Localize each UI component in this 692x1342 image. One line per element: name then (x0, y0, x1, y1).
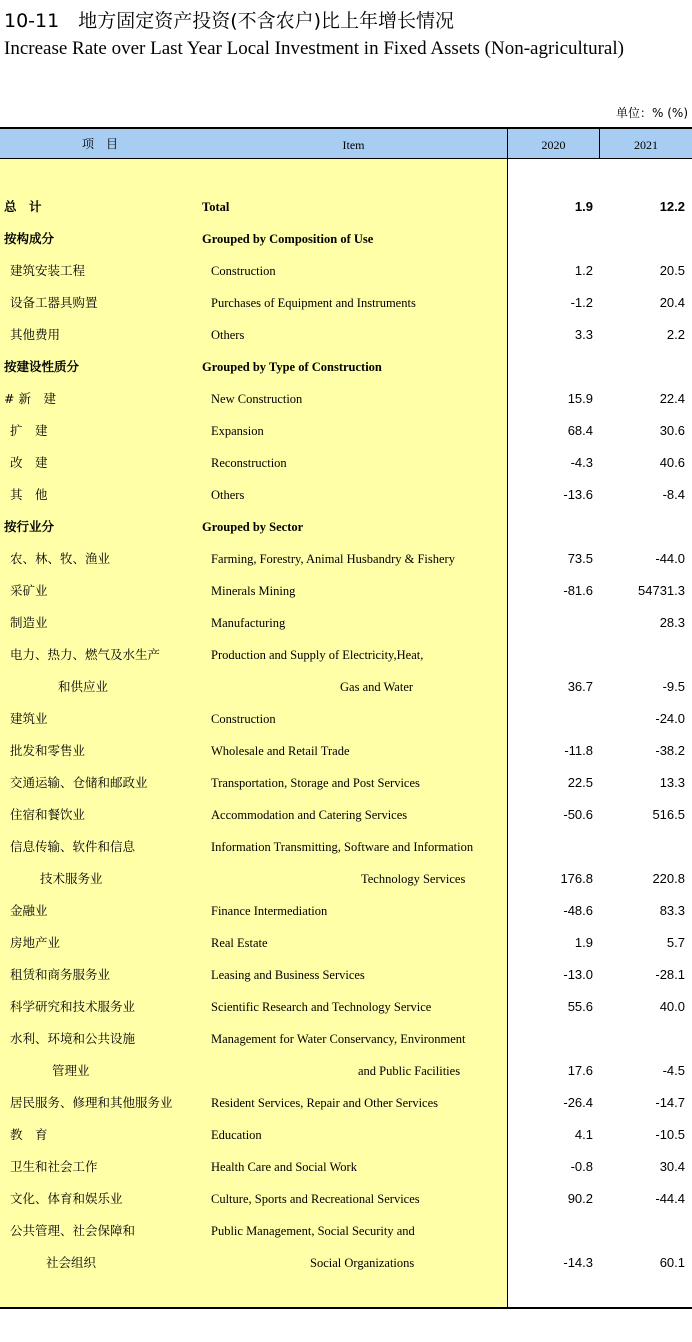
row-label-cn: 管理业 (52, 1063, 90, 1078)
table-row (0, 1215, 692, 1247)
value-2020: 15.9 (567, 391, 593, 406)
row-label-cn: 金融业 (10, 903, 48, 918)
value-2020: 55.6 (567, 999, 593, 1014)
row-label-en: Information Transmitting, Software and Information (211, 840, 474, 854)
row-label-en: Gas and Water (340, 680, 414, 694)
value-2021: 13.3 (659, 775, 685, 790)
value-2021: -28.1 (655, 967, 685, 982)
row-label-en: Production and Supply of Electricity,Heat, (211, 648, 424, 662)
row-label-cn: 科学研究和技术服务业 (10, 999, 136, 1014)
row-label-en: Accommodation and Catering Services (211, 808, 408, 822)
value-2020: 22.5 (567, 775, 593, 790)
row-label-cn: 公共管理、社会保障和 (10, 1223, 136, 1238)
row-label-cn: 按建设性质分 (4, 359, 80, 374)
header-item-en: Item (342, 138, 365, 152)
row-label-en: Technology Services (361, 872, 466, 886)
table-row (0, 1151, 692, 1183)
row-label-cn: 按行业分 (4, 519, 55, 534)
row-label-en: Social Organizations (310, 1256, 415, 1270)
value-2021: 2.2 (666, 327, 685, 342)
row-label-cn: 房地产业 (10, 935, 61, 950)
value-2021: -44.0 (655, 551, 685, 566)
row-label-cn: 住宿和餐饮业 (10, 807, 86, 822)
row-label-en: Public Management, Social Security and (211, 1224, 415, 1238)
row-label-cn: 农、林、牧、渔业 (10, 551, 111, 566)
row-label-en: Construction (211, 712, 276, 726)
value-2021: 60.1 (659, 1255, 685, 1270)
row-label-cn: 交通运输、仓储和邮政业 (10, 775, 148, 790)
value-2021: -38.2 (655, 743, 685, 758)
value-2021: -8.4 (662, 487, 685, 502)
value-2021: -9.5 (662, 679, 685, 694)
row-label-en: and Public Facilities (358, 1064, 461, 1078)
value-2020: 68.4 (567, 423, 593, 438)
table-row (0, 767, 692, 799)
value-2021: 516.5 (652, 807, 685, 822)
value-2020: 90.2 (567, 1191, 593, 1206)
row-label-cn: 制造业 (10, 615, 48, 630)
row-label-en: Transportation, Storage and Post Services (211, 776, 420, 790)
row-label-cn: # 新 建 (4, 391, 56, 406)
value-2021: -44.4 (655, 1191, 685, 1206)
row-label-en: Leasing and Business Services (211, 968, 365, 982)
value-2021: -10.5 (655, 1127, 685, 1142)
value-2020: 1.9 (574, 935, 593, 950)
table-row (0, 575, 692, 607)
row-label-en: Manufacturing (211, 616, 286, 630)
value-2020: 73.5 (567, 551, 593, 566)
table-row (0, 799, 692, 831)
value-2021: 30.6 (659, 423, 685, 438)
table-row (0, 895, 692, 927)
header-2021: 2021 (634, 138, 658, 152)
row-label-cn: 水利、环境和公共设施 (10, 1031, 136, 1046)
value-2020: -1.2 (570, 295, 593, 310)
header-2020: 2020 (541, 138, 566, 152)
row-label-cn: 社会组织 (46, 1255, 97, 1270)
table-row (0, 735, 692, 767)
table-row (0, 447, 692, 479)
data-table (0, 127, 692, 1309)
row-label-cn: 其 他 (10, 487, 48, 502)
value-2020: -26.4 (563, 1095, 593, 1110)
value-2021: -14.7 (655, 1095, 685, 1110)
value-2020: 4.1 (574, 1127, 593, 1142)
value-2021: 30.4 (659, 1159, 685, 1174)
value-2021: -24.0 (655, 711, 685, 726)
table-title-english: Increase Rate over Last Year Local Investment in Fixed Assets (Non-agricultural) (4, 38, 624, 59)
value-2020: -81.6 (563, 583, 593, 598)
value-2021: 22.4 (659, 391, 685, 406)
value-2021: 12.2 (659, 199, 685, 214)
table-row (0, 1183, 692, 1215)
value-2021: 220.8 (652, 871, 685, 886)
row-label-cn: 信息传输、软件和信息 (10, 839, 136, 854)
row-label-cn: 其他费用 (10, 327, 61, 342)
unit-label: 单位：% (%) (616, 106, 688, 120)
value-2021: 20.5 (659, 263, 685, 278)
table-row (0, 223, 692, 255)
row-label-cn: 批发和零售业 (10, 743, 86, 758)
row-label-cn: 教 育 (10, 1127, 48, 1142)
value-2020: -50.6 (563, 807, 593, 822)
row-label-en: Minerals Mining (211, 584, 296, 598)
row-label-en: Finance Intermediation (211, 904, 328, 918)
table-row (0, 1247, 692, 1279)
value-2020: 3.3 (574, 327, 593, 342)
row-label-cn: 采矿业 (10, 583, 48, 598)
value-2020: -13.6 (563, 487, 593, 502)
value-2020: -0.8 (570, 1159, 593, 1174)
table-row (0, 1087, 692, 1119)
table-row (0, 191, 692, 223)
row-label-en: Wholesale and Retail Trade (211, 744, 350, 758)
row-label-en: Purchases of Equipment and Instruments (211, 296, 416, 310)
row-label-cn: 卫生和社会工作 (10, 1159, 98, 1174)
value-2020: -48.6 (563, 903, 593, 918)
value-2020: 1.2 (574, 263, 593, 278)
table-row (0, 383, 692, 415)
table-row (0, 351, 692, 383)
row-label-en: Others (211, 488, 245, 502)
table-row (0, 991, 692, 1023)
table-row (0, 671, 692, 703)
table-row (0, 607, 692, 639)
table-row (0, 479, 692, 511)
value-2020: 17.6 (567, 1063, 593, 1078)
header-divider (599, 129, 600, 159)
row-label-en: Total (202, 200, 230, 214)
row-label-cn: 居民服务、修理和其他服务业 (10, 1095, 173, 1110)
value-2021: 54731.3 (638, 583, 685, 598)
row-label-en: Reconstruction (211, 456, 287, 470)
row-label-en: Culture, Sports and Recreational Services (211, 1192, 420, 1206)
value-2020: 1.9 (574, 199, 593, 214)
row-label-en: Others (211, 328, 245, 342)
table-row (0, 319, 692, 351)
table-row (0, 1055, 692, 1087)
table-row (0, 287, 692, 319)
row-label-en: Farming, Forestry, Animal Husbandry & Fishery (211, 552, 455, 566)
value-2020: -14.3 (563, 1255, 593, 1270)
row-label-cn: 和供应业 (58, 679, 109, 694)
row-label-cn: 总 计 (4, 199, 42, 214)
table-row (0, 959, 692, 991)
header-item-cn: 项 目 (81, 137, 118, 151)
table-header (0, 129, 692, 159)
value-2021: 40.0 (659, 999, 685, 1014)
row-label-cn: 按构成分 (4, 231, 55, 246)
row-label-cn: 技术服务业 (40, 871, 103, 886)
value-2021: 40.6 (659, 455, 685, 470)
value-2020: -11.8 (564, 743, 593, 758)
table-row (0, 831, 692, 863)
table-row (0, 863, 692, 895)
value-2021: 5.7 (666, 935, 685, 950)
row-label-en: Grouped by Sector (202, 520, 304, 534)
row-label-cn: 租赁和商务服务业 (10, 967, 111, 982)
row-label-en: Scientific Research and Technology Service (211, 1000, 432, 1014)
table-row (0, 1119, 692, 1151)
row-label-cn: 电力、热力、燃气及水生产 (10, 647, 161, 662)
row-label-cn: 文化、体育和娱乐业 (10, 1191, 123, 1206)
row-label-en: Grouped by Type of Construction (202, 360, 382, 374)
value-2021: 20.4 (659, 295, 685, 310)
value-2021: -4.5 (662, 1063, 685, 1078)
table-row (0, 639, 692, 671)
value-2020: 36.7 (567, 679, 593, 694)
table-row (0, 927, 692, 959)
row-label-en: Grouped by Composition of Use (202, 232, 374, 246)
row-label-cn: 设备工器具购置 (10, 295, 98, 310)
value-2020: -13.0 (563, 967, 593, 982)
value-2020: -4.3 (570, 455, 593, 470)
row-label-cn: 建筑业 (10, 711, 48, 726)
table-row (0, 255, 692, 287)
row-label-cn: 改 建 (10, 455, 48, 470)
row-label-en: Expansion (211, 424, 264, 438)
table-title-chinese: 10-11 地方固定资产投资(不含农户)比上年增长情况 (4, 10, 455, 32)
value-2021: 83.3 (659, 903, 685, 918)
table-row (0, 703, 692, 735)
row-label-en: Education (211, 1128, 262, 1142)
table-row (0, 415, 692, 447)
row-label-cn: 建筑安装工程 (10, 263, 86, 278)
value-2021: 28.3 (659, 615, 685, 630)
row-label-en: Real Estate (211, 936, 268, 950)
table-row (0, 543, 692, 575)
row-label-en: Health Care and Social Work (211, 1160, 357, 1174)
table-row (0, 511, 692, 543)
row-label-en: Management for Water Conservancy, Environment (211, 1032, 466, 1046)
table-row (0, 1023, 692, 1055)
row-label-en: New Construction (211, 392, 303, 406)
value-2020: 176.8 (560, 871, 593, 886)
row-label-en: Construction (211, 264, 276, 278)
row-label-en: Resident Services, Repair and Other Services (211, 1096, 439, 1110)
row-label-cn: 扩 建 (10, 423, 48, 438)
